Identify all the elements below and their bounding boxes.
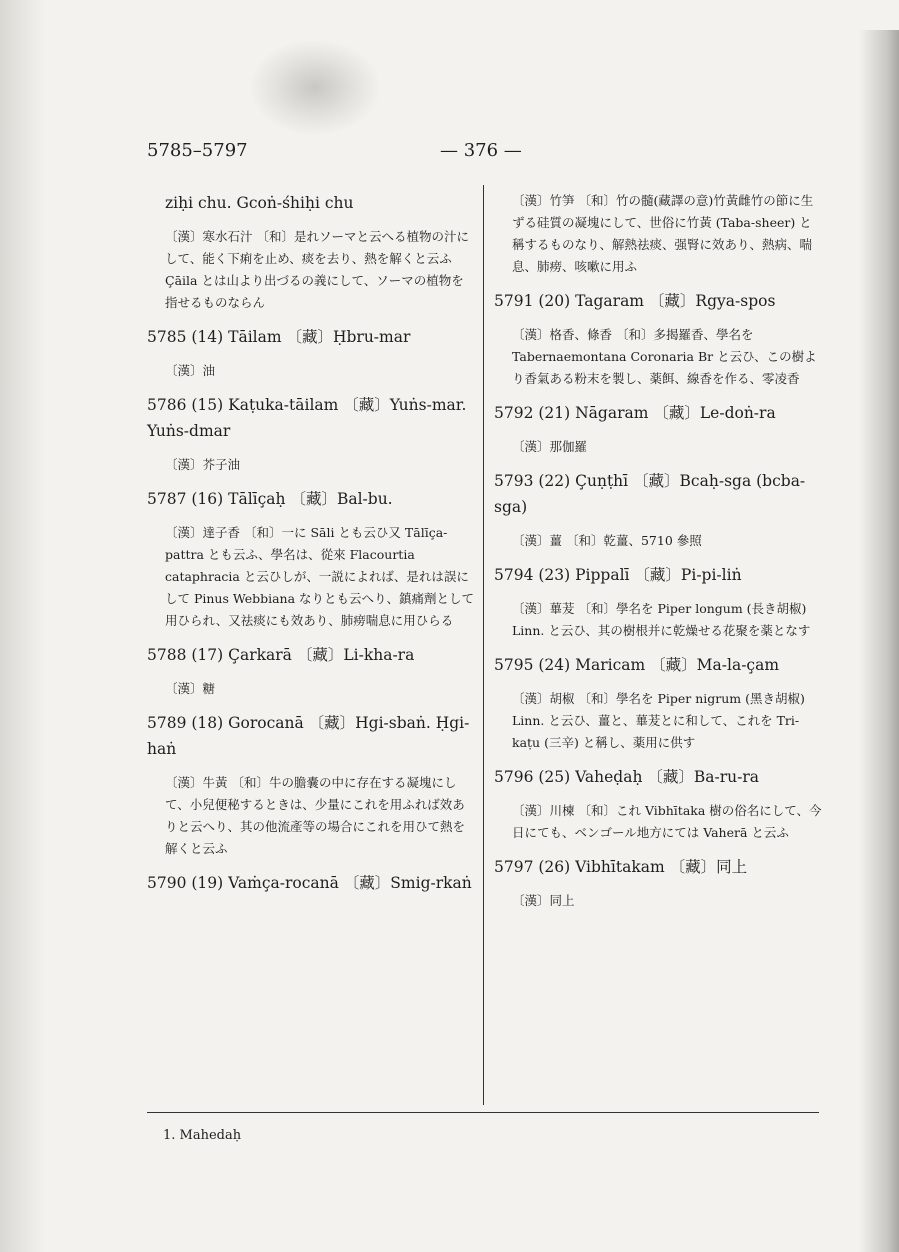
right-column <box>494 190 824 922</box>
entry-body: 〔漢〕胡椒 〔和〕學名を Piper nigrum (黑き胡椒) Linn. と云ひ、薑と、蓽茇とに和して、これを Tri-kaṭu (三辛) と稱し、薬用に供す <box>512 691 805 750</box>
column-divider <box>483 185 484 1105</box>
entry-head: 5791 (20) Tagaram 〔藏〕Rgya-spos <box>494 292 776 310</box>
page-shadow-left <box>0 0 46 1252</box>
entry-body: 〔漢〕油 <box>165 363 216 378</box>
entry-body: 〔漢〕竹笋 〔和〕竹の髓(藏譯の意)竹黃雌竹の節に生ずる硅質の凝塊にして、世俗に竹黃 (Taba-sheer) と稱するものなり、解熱祛痰、强腎に效あり、熱病、喘息、肺痨、咳嗽に用ふ <box>512 193 814 274</box>
entry-head: 5789 (18) Gorocanā 〔藏〕Hgi-sbaṅ. Ḥgi-haṅ <box>147 714 470 758</box>
left-column <box>147 190 475 906</box>
entry-head: 5794 (23) Pippalī 〔藏〕Pi-pi-liṅ <box>494 566 742 584</box>
entry-body: 〔漢〕薑 〔和〕乾薑、5710 參照 <box>512 533 702 548</box>
entry-body: 〔漢〕川楝 〔和〕これ Vibhītaka 樹の俗名にして、今日にても、ベンゴール地方にては Vaherā と云ふ <box>512 803 822 840</box>
ink-stain <box>250 40 380 135</box>
entry-body: 〔漢〕芥子油 <box>165 457 241 472</box>
entry-body: 〔漢〕牛黃 〔和〕牛の膽嚢の中に存在する凝塊にして、小兒便秘するときは、少量にこれを用ふれば效ありと云へり、其の他流產等の場合にこれを用ひて熱を解くと云ふ <box>165 775 466 856</box>
entry-head: 5788 (17) Çarkarā 〔藏〕Li-kha-ra <box>147 646 415 664</box>
entry-head: 5793 (22) Çuṇṭhī 〔藏〕Bcaḥ-sga (bcba-sga) <box>494 472 806 516</box>
footnote: 1. Mahedaḥ <box>163 1128 242 1143</box>
entry-head: ziḥi chu. Gcoṅ-śhiḥi chu <box>165 194 354 212</box>
entry-body: 〔漢〕格香、條香 〔和〕多揭羅香、學名を Tabernaemontana Coronaria Br と云ひ、この樹より香氣ある粉末を製し、薬餌、線香を作る、零凌香 <box>512 327 817 386</box>
entry-head: 5796 (25) Vaheḍaḥ 〔藏〕Ba-ru-ra <box>494 768 760 786</box>
entry-head: 5790 (19) Vaṁça-rocanā 〔藏〕Smig-rkaṅ <box>147 874 472 892</box>
entry-head: 5795 (24) Maricam 〔藏〕Ma-la-çam <box>494 656 780 674</box>
entry-body: 〔漢〕同上 <box>512 893 575 908</box>
page-number: — 376 — <box>440 140 522 161</box>
footnote-rule <box>147 1112 819 1113</box>
page-shadow-right <box>859 30 899 1252</box>
entry-head: 5797 (26) Vibhītakam 〔藏〕同上 <box>494 858 748 876</box>
entry-body: 〔漢〕達子香 〔和〕一に Sāli とも云ひ又 Tālīça-pattra とも云ふ、學名は、從來 Flacourtia cataphracia と云ひしが、一説によれば、是れは誤にして Pinus Webbiana なりとも云へり、鎮痛劑として用ひられ、又祛痰にも效あり、肺痨喘息に用ひらる <box>165 525 475 628</box>
entry-head: 5792 (21) Nāgaram 〔藏〕Le-doṅ-ra <box>494 404 776 422</box>
page-range-header: 5785–5797 <box>147 140 248 161</box>
entry-head: 5787 (16) Tālīçaḥ 〔藏〕Bal-bu. <box>147 490 393 508</box>
entry-body: 〔漢〕那伽羅 <box>512 439 588 454</box>
entry-head: 5786 (15) Kaṭuka-tāilam 〔藏〕Yuṅs-mar. Yuṅs-dmar <box>147 396 467 440</box>
entry-body: 〔漢〕糖 <box>165 681 216 696</box>
entry-body: 〔漢〕寒水石汁 〔和〕是れソーマと云へる植物の汁にして、能く下痢を止め、痰を去り、熱を解くと云ふ Çāila とは山より出づるの義にして、ソーマの植物を指せるものならん <box>165 229 469 310</box>
entry-head: 5785 (14) Tāilam 〔藏〕Ḥbru-mar <box>147 328 411 346</box>
entry-body: 〔漢〕蓽茇 〔和〕學名を Piper longum (長き胡椒) Linn. と云ひ、其の樹根并に乾燥せる花聚を薬となす <box>512 601 811 638</box>
